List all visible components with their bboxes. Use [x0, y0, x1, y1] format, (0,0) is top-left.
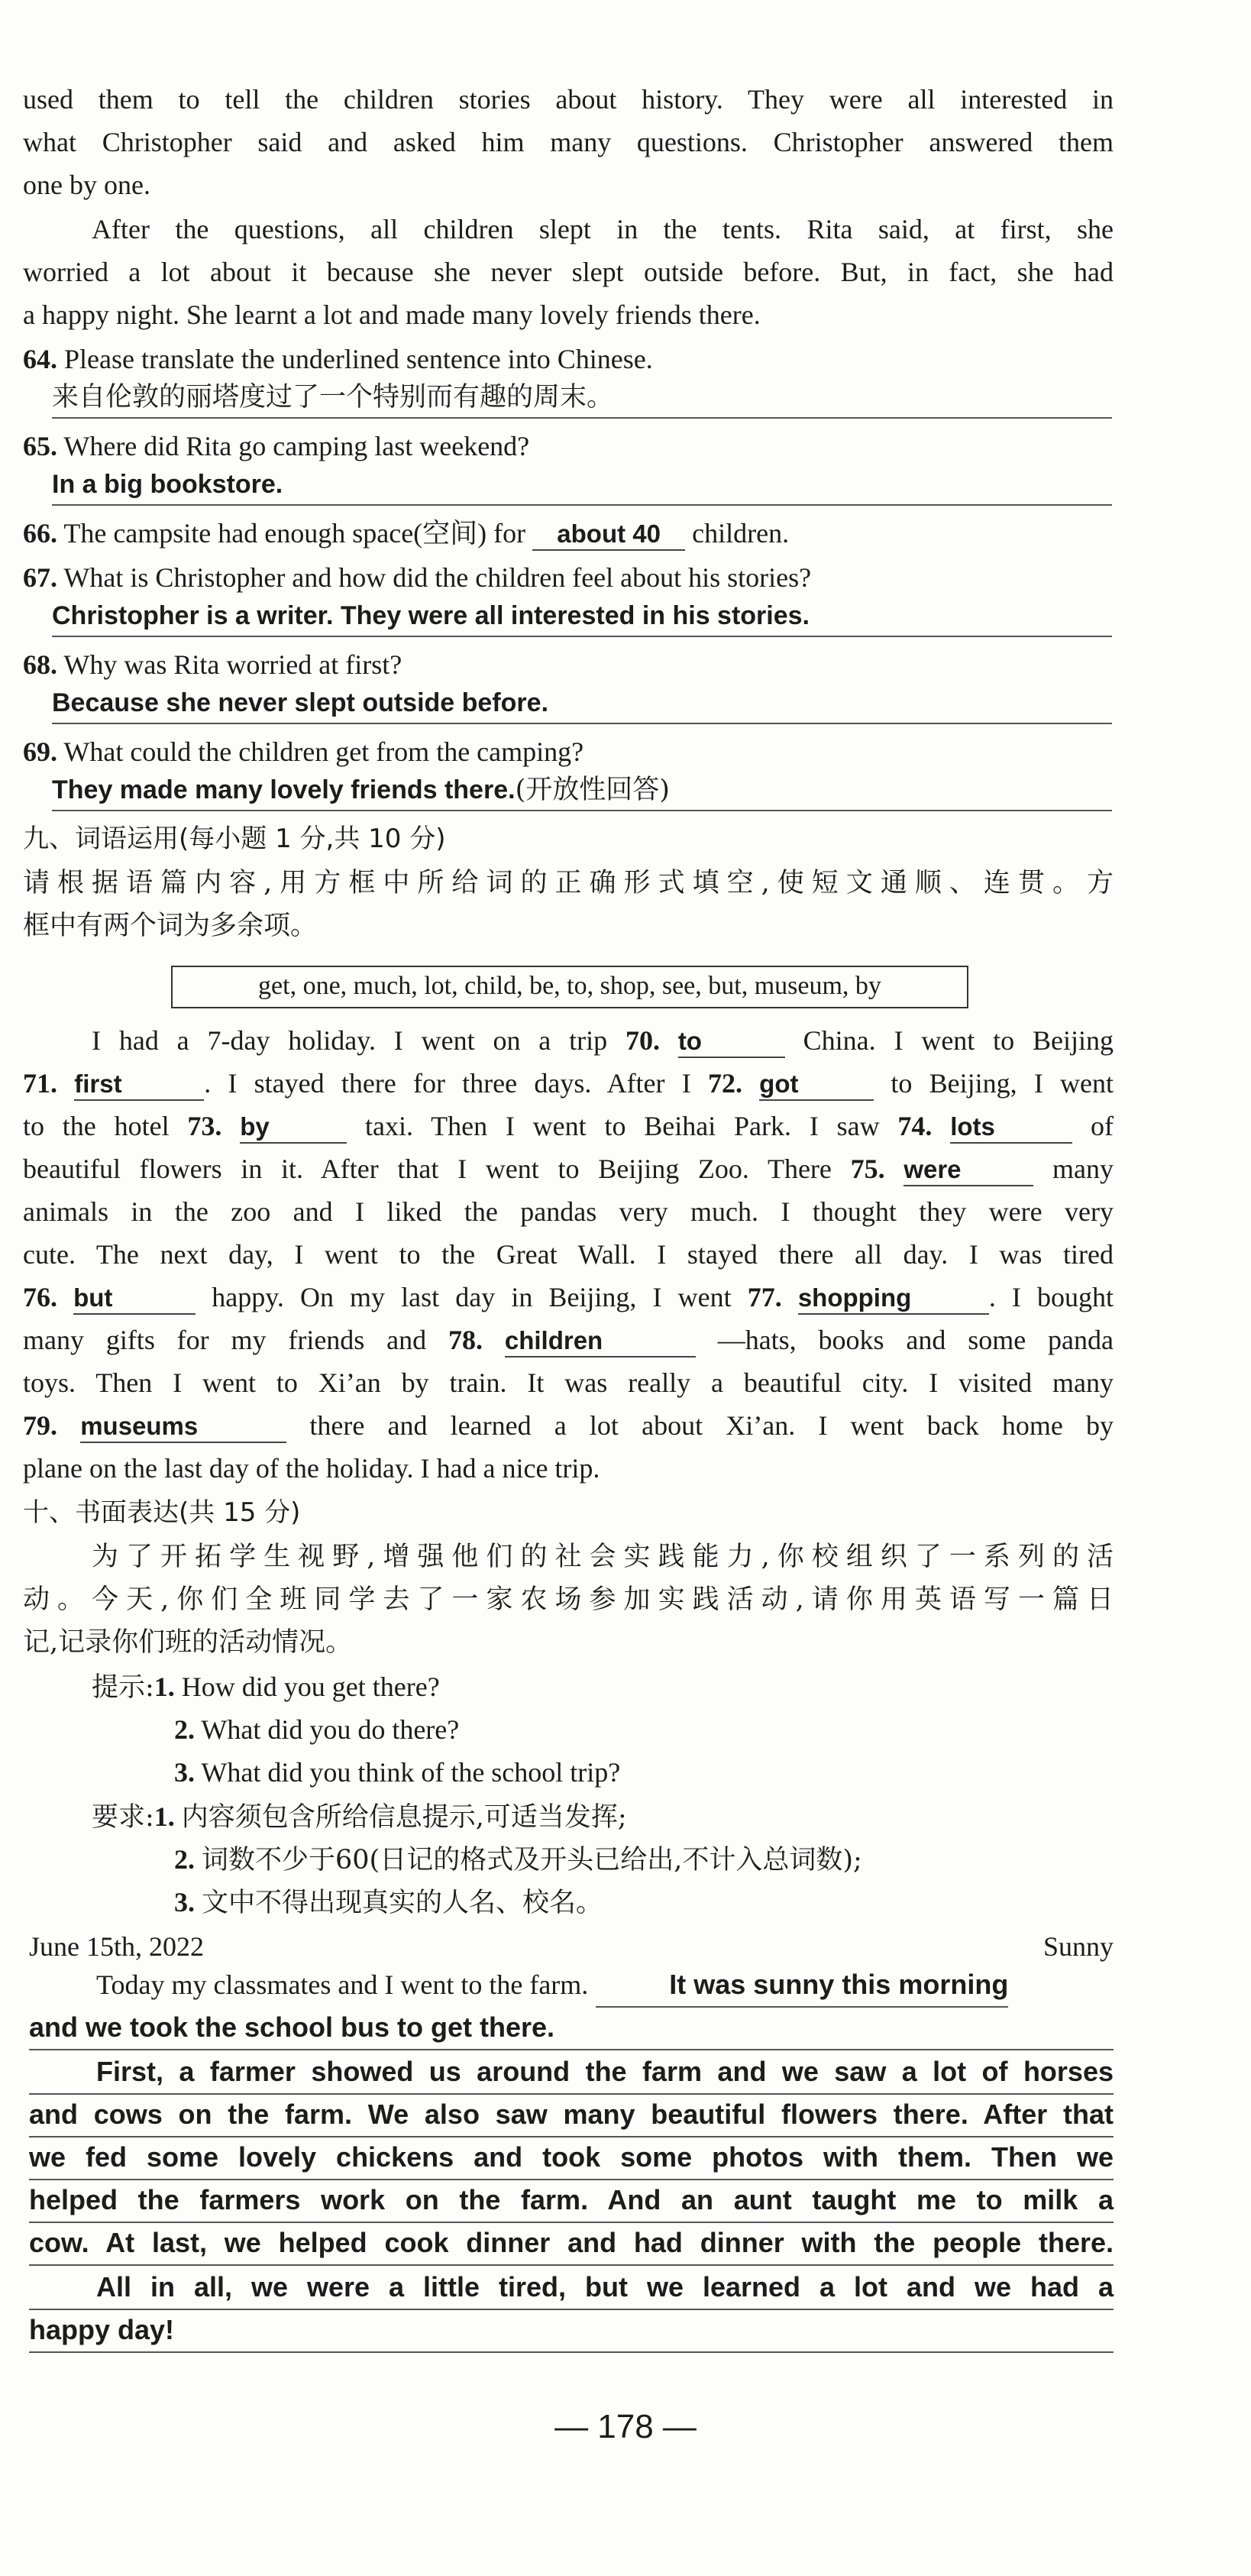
page-number: — 178 —	[554, 2408, 697, 2445]
section-9-title: 九、词语运用(每小题 1 分,共 10 分)	[23, 824, 446, 854]
essay-line: All in all, we were a little tired, but we learned a lot and we had a	[29, 2266, 1114, 2310]
essay-line: happy day!	[29, 2309, 1114, 2353]
answer-68: Because she never slept outside before.	[52, 683, 1112, 724]
passage-line: worried a lot about it because she never slept outside before. But, in fact, she had	[23, 257, 1114, 287]
section-10-intro: 动。今天,你们全班同学去了一家农场参加实践活动,请你用英语写一篇日	[23, 1584, 1114, 1615]
question-64: 64. Please translate the underlined sentence into Chinese.	[23, 344, 653, 374]
section-10-intro: 为了开拓学生视野,增强他们的社会实践能力,你校组织了一系列的活	[92, 1542, 1114, 1572]
answer-67: Christopher is a writer. They were all interested in his stories.	[52, 596, 1112, 637]
question-65: 65. Where did Rita go camping last weekend?	[23, 431, 530, 461]
cloze-line: beautiful flowers in it. After that I went to Beijing Zoo. There 75. were many	[23, 1152, 1114, 1186]
cloze-line: 76. but happy. On my last day in Beijing, I went 77. shopping . I bought	[23, 1280, 1114, 1315]
blank-73: by	[240, 1112, 347, 1144]
section-9-instructions: 请根据语篇内容,用方框中所给词的正确形式填空,使短文通顺、连贯。方	[23, 868, 1114, 898]
answer-66-blank: about 40	[532, 519, 685, 551]
blank-70: to	[678, 1026, 785, 1058]
req-3: 3. 文中不得出现真实的人名、校名。	[174, 1887, 603, 1918]
essay-line: and we took the school bus to get there.	[29, 2006, 1114, 2050]
question-68: 68. Why was Rita worried at first?	[23, 649, 402, 680]
cloze-line: 71. first . I stayed there for three days. After I 72. got to Beijing, I went	[23, 1066, 1114, 1101]
blank-71: first	[74, 1069, 204, 1101]
hint-1: 提示:1. How did you get there?	[92, 1671, 440, 1703]
req-1: 要求:1. 内容须包含所给信息提示,可适当发挥;	[92, 1801, 627, 1833]
essay-line: First, a farmer showed us around the farm and we saw a lot of horses	[29, 2050, 1114, 2095]
question-66: 66. The campsite had enough space(空间) for about 40 children.	[23, 516, 1114, 551]
question-67: 67. What is Christopher and how did the children feel about his stories?	[23, 562, 812, 593]
blank-75: were	[903, 1154, 1033, 1186]
passage-line: one by one.	[23, 170, 150, 200]
answer-69: They made many lovely friends there.(开放性回答)	[52, 770, 1112, 811]
cloze-line: animals in the zoo and I liked the pandas very much. I thought they were very	[23, 1196, 1114, 1227]
passage-line: a happy night. She learnt a lot and made many lovely friends there.	[23, 299, 761, 330]
cloze-line: I had a 7-day holiday. I went on a trip 70. to China. I went to Beijing	[23, 1024, 1114, 1058]
essay-line: Today my classmates and I went to the farm. It was sunny this morning	[29, 1963, 1114, 2006]
answer-65: In a big bookstore.	[52, 464, 1112, 506]
hint-3: 3. What did you think of the school trip?	[174, 1757, 621, 1788]
cloze-line: to the hotel 73. by taxi. Then I went to Beihai Park. I saw 74. lots of	[23, 1109, 1114, 1144]
blank-76: but	[73, 1283, 196, 1315]
blank-72: got	[759, 1069, 874, 1101]
section-10-intro: 记,记录你们班的活动情况。	[23, 1627, 353, 1658]
essay-line: and cows on the farm. We also saw many beautiful flowers there. After that	[29, 2093, 1114, 2137]
cloze-line: many gifts for my friends and 78. children —hats, books and some panda	[23, 1323, 1114, 1358]
req-2: 2. 词数不少于60(日记的格式及开头已给出,不计入总词数);	[174, 1844, 862, 1875]
question-69: 69. What could the children get from the camping?	[23, 736, 584, 767]
cloze-line: cute. The next day, I went to the Great Wall. I stayed there all day. I was tired	[23, 1239, 1114, 1270]
passage-line: After the questions, all children slept in the tents. Rita said, at first, she	[92, 214, 1114, 244]
passage-line: used them to tell the children stories about history. They were all interested in	[23, 84, 1114, 115]
blank-78: children	[505, 1325, 696, 1358]
essay-line: helped the farmers work on the farm. And an aunt taught me to milk a	[29, 2179, 1114, 2223]
blank-79: museums	[80, 1411, 286, 1443]
passage-line: what Christopher said and asked him many questions. Christopher answered them	[23, 127, 1114, 157]
hint-2: 2. What did you do there?	[174, 1714, 460, 1745]
blank-77: shopping	[798, 1283, 989, 1315]
blank-74: lots	[950, 1112, 1072, 1144]
essay-line: we fed some lovely chickens and took some photos with them. Then we	[29, 2136, 1114, 2180]
answer-64: 来自伦敦的丽塔度过了一个特别而有趣的周末。	[52, 377, 1112, 419]
section-9-instructions: 框中有两个词为多余项。	[23, 911, 318, 941]
cloze-line: toys. Then I went to Xi’an by train. It was really a beautiful city. I visited many	[23, 1367, 1114, 1398]
cloze-line: 79. museums there and learned a lot about Xi’an. I went back home by	[23, 1409, 1114, 1443]
diary-date: June 15th, 2022	[29, 1931, 204, 1962]
section-10-title: 十、书面表达(共 15 分)	[23, 1497, 301, 1528]
cloze-line: plane on the last day of the holiday. I had a nice trip.	[23, 1453, 600, 1484]
essay-line: cow. At last, we helped cook dinner and had dinner with the people there.	[29, 2222, 1114, 2266]
diary-weather: Sunny	[1042, 1931, 1114, 1962]
word-box: get, one, much, lot, child, be, to, shop, see, but, museum, by	[171, 966, 968, 1008]
